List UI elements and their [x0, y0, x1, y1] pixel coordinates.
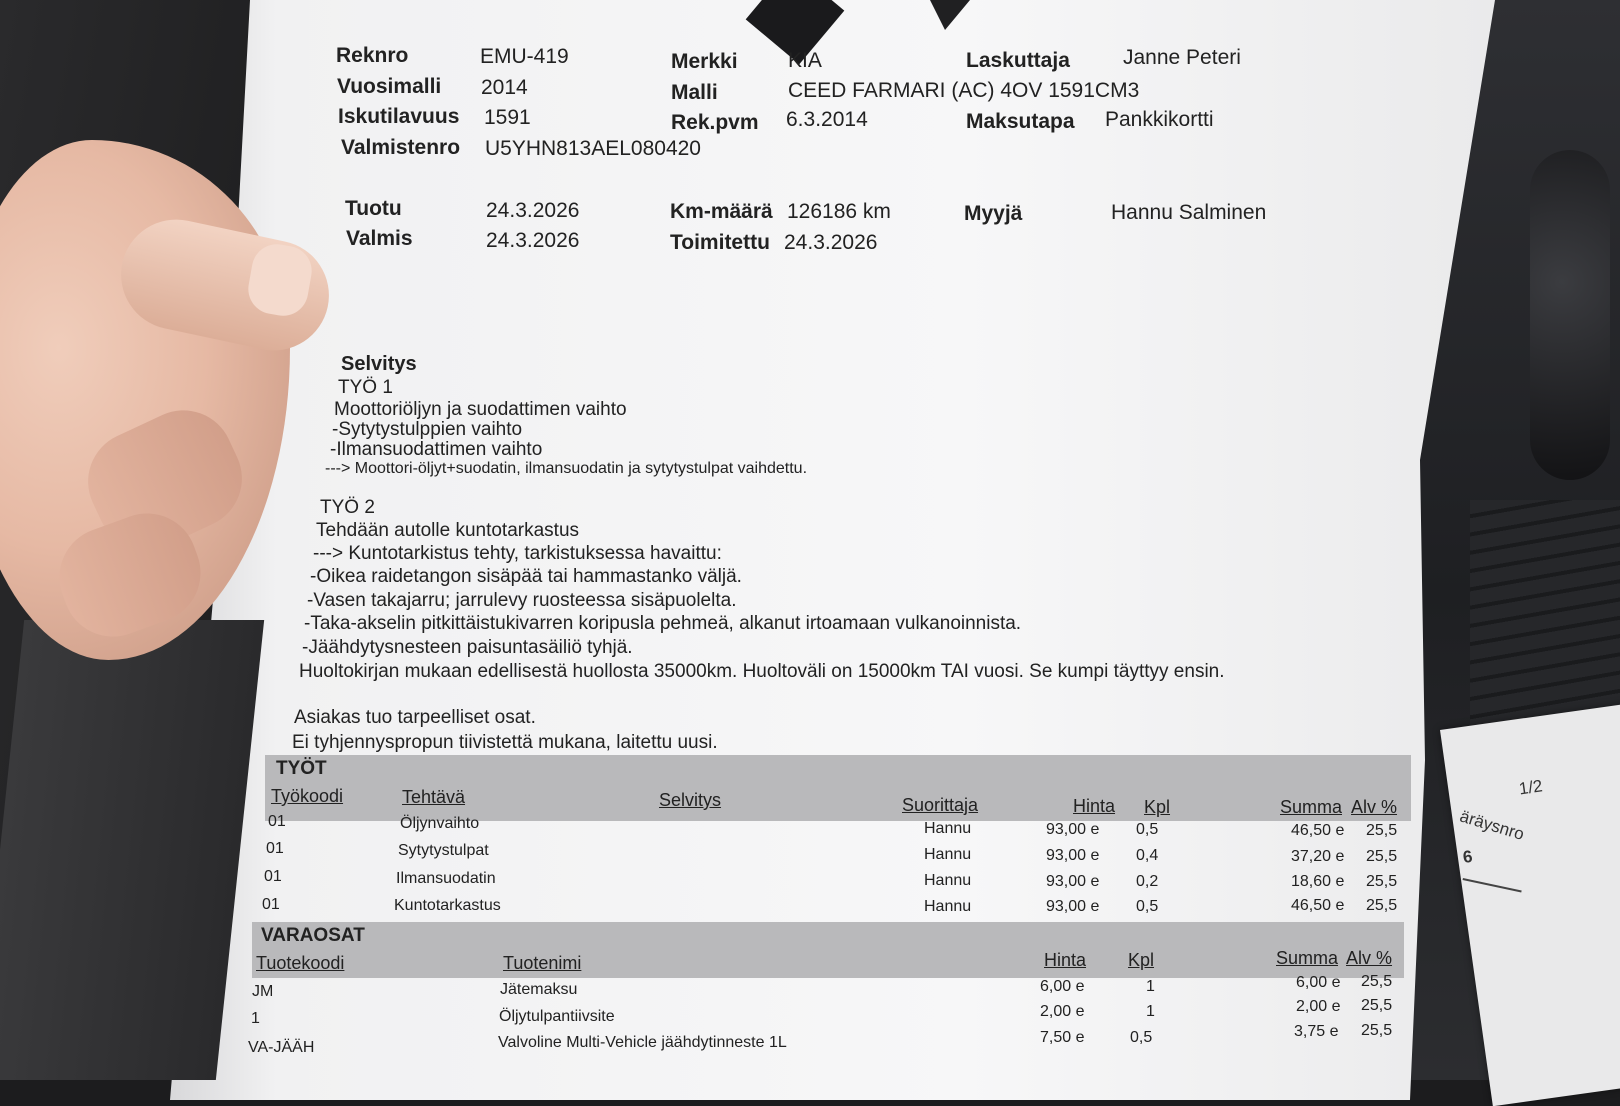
table-cell: Hannu: [924, 898, 972, 915]
col-hinta: Hinta: [1044, 950, 1087, 970]
note-line: TYÖ 1: [338, 377, 393, 398]
km-label: Km-määrä: [670, 200, 773, 223]
vuosimalli-value: 2014: [481, 76, 528, 99]
note-line: ---> Moottori-öljyt+suodatin, ilmansuodatin ja sytytystulpat vaihdettu.: [325, 460, 808, 477]
table-cell: Valvoline Multi-Vehicle jäähdytinneste 1L: [498, 1034, 787, 1051]
iskutilavuus-value: 1591: [484, 106, 531, 129]
rekpvm-label: Rek.pvm: [671, 111, 759, 134]
malli-value: CEED FARMARI (AC) 4OV 1591CM3: [788, 79, 1140, 102]
toimitettu-value: 24.3.2026: [784, 231, 878, 254]
laskuttaja-label: Laskuttaja: [966, 49, 1070, 72]
note-line: Tehdään autolle kuntotarkastus: [316, 520, 580, 541]
note-line: -Sytytystulppien vaihto: [332, 419, 523, 440]
table-cell: VA-JÄÄH: [248, 1039, 315, 1056]
table-cell: 01: [266, 840, 284, 857]
varaosat-title: VARAOSAT: [261, 925, 365, 946]
table-cell: 93,00 e: [1046, 898, 1100, 915]
col-tuotenimi: Tuotenimi: [503, 953, 582, 973]
table-cell: 01: [262, 896, 280, 913]
valmistenro-label: Valmistenro: [341, 136, 461, 159]
col-alv: Alv %: [1351, 797, 1398, 817]
note-line: -Oikea raidetangon sisäpää tai hammastanko väljä.: [310, 566, 742, 587]
valmistenro-value: U5YHN813AEL080420: [485, 137, 701, 160]
selvitys-title: Selvitys: [341, 353, 417, 375]
tuotu-value: 24.3.2026: [486, 199, 580, 222]
table-cell: 37,20 e: [1291, 848, 1345, 865]
laskuttaja-value: Janne Peteri: [1123, 46, 1241, 69]
note-line: -Taka-akselin pitkittäistukivarren koripusla pehmeä, alkanut irtoamaan vulkanoinnista.: [304, 613, 1022, 634]
table-cell: 01: [268, 813, 286, 830]
signature-line: [1463, 878, 1522, 892]
table-cell: 0,4: [1136, 847, 1159, 864]
reknro-value: EMU-419: [480, 45, 569, 68]
table-cell: 3,75 e: [1294, 1023, 1339, 1040]
maksutapa-value: Pankkikortti: [1105, 108, 1214, 131]
table-cell: 7,50 e: [1040, 1029, 1085, 1046]
table-cell: 0,2: [1136, 873, 1159, 890]
reknro-label: Reknro: [336, 44, 409, 67]
col-kpl: Kpl: [1144, 797, 1171, 817]
air-vent: [1470, 500, 1620, 730]
table-cell: 6,00 e: [1040, 978, 1085, 995]
col-summa: Summa: [1276, 948, 1339, 968]
table-cell: 25,5: [1366, 897, 1398, 914]
table-cell: Hannu: [924, 820, 972, 837]
note-line: -Jäähdytysnesteen paisuntasäiliö tyhjä.: [302, 637, 633, 658]
table-cell: Öljytulpantiivsite: [499, 1008, 615, 1025]
note-line: ---> Kuntotarkistus tehty, tarkistuksessa havaittu:: [313, 543, 722, 564]
note-line: -Vasen takajarru; jarrulevy ruosteessa sisäpuolelta.: [307, 590, 737, 611]
table-cell: Jätemaksu: [500, 981, 578, 998]
table-cell: 93,00 e: [1046, 847, 1100, 864]
note-line: Huoltokirjan mukaan edellisestä huollosta 35000km. Huoltoväli on 15000km TAI vuosi. Se kumpi täyttyy ensin.: [299, 661, 1225, 682]
table-cell: 2,00 e: [1040, 1003, 1085, 1020]
table-cell: Öljynvaihto: [400, 815, 480, 832]
table-cell: JM: [252, 983, 274, 1000]
table-cell: 0,5: [1130, 1029, 1153, 1046]
col-tyokoodi: Työkoodi: [271, 786, 344, 806]
iskutilavuus-label: Iskutilavuus: [338, 105, 460, 128]
table-cell: Ilmansuodatin: [396, 870, 496, 887]
table-cell: Hannu: [924, 872, 972, 889]
table-cell: 0,5: [1136, 898, 1159, 915]
table-cell: 46,50 e: [1291, 897, 1345, 914]
col-tehtava: Tehtävä: [402, 787, 466, 807]
col-alv: Alv %: [1346, 948, 1393, 968]
table-cell: 25,5: [1366, 873, 1398, 890]
tuotu-label: Tuotu: [345, 197, 402, 220]
note-line: TYÖ 2: [320, 497, 375, 518]
note-line: Moottoriöljyn ja suodattimen vaihto: [334, 399, 627, 420]
col-selvitys: Selvitys: [659, 790, 722, 810]
table-cell: 25,5: [1366, 822, 1398, 839]
table-cell: 01: [264, 868, 282, 885]
col-suorittaja: Suorittaja: [902, 795, 979, 815]
merkki-label: Merkki: [671, 50, 738, 73]
table-cell: 1: [1146, 1003, 1155, 1020]
rekpvm-value: 6.3.2014: [786, 108, 868, 131]
col-summa: Summa: [1280, 797, 1343, 817]
table-cell: Kuntotarkastus: [394, 897, 501, 914]
col-hinta: Hinta: [1073, 796, 1116, 816]
valmis-label: Valmis: [346, 227, 413, 250]
table-cell: 25,5: [1361, 973, 1393, 990]
table-cell: 1: [1146, 978, 1155, 995]
page-number: 1/2: [1517, 776, 1544, 799]
table-cell: 93,00 e: [1046, 821, 1100, 838]
merkki-value: KIA: [788, 49, 822, 72]
note-line: -Ilmansuodattimen vaihto: [330, 439, 543, 460]
table-cell: 0,5: [1136, 821, 1159, 838]
table-cell: 25,5: [1361, 997, 1393, 1014]
table-cell: Hannu: [924, 846, 972, 863]
table-cell: Sytytystulpat: [398, 842, 489, 859]
maksutapa-label: Maksutapa: [966, 110, 1075, 133]
col-kpl: Kpl: [1128, 950, 1155, 970]
toimitettu-label: Toimitettu: [670, 231, 770, 254]
valmis-value: 24.3.2026: [486, 229, 580, 252]
table-cell: 2,00 e: [1296, 998, 1341, 1015]
table-cell: 46,50 e: [1291, 822, 1345, 839]
malli-label: Malli: [671, 81, 718, 104]
dashboard-control: [1530, 150, 1610, 480]
myyja-label: Myyjä: [964, 202, 1023, 225]
table-cell: 18,60 e: [1291, 873, 1345, 890]
col-tuotekoodi: Tuotekoodi: [256, 953, 345, 973]
varaosat-header-band: [252, 922, 1404, 978]
note-line: Ei tyhjennyspropun tiivistettä mukana, laitettu uusi.: [292, 732, 718, 753]
table-cell: 25,5: [1366, 848, 1398, 865]
km-value: 126186 km: [787, 200, 891, 223]
receipt-number-label: äräysnro: [1457, 806, 1527, 844]
table-cell: 25,5: [1361, 1022, 1393, 1039]
table-cell: 6,00 e: [1296, 974, 1341, 991]
table-cell: 1: [251, 1010, 260, 1027]
myyja-value: Hannu Salminen: [1111, 201, 1267, 224]
note-line: Asiakas tuo tarpeelliset osat.: [294, 707, 536, 728]
receipt-number-fragment: 6: [1461, 846, 1474, 867]
tyot-title: TYÖT: [276, 758, 327, 779]
vuosimalli-label: Vuosimalli: [337, 75, 442, 98]
table-cell: 93,00 e: [1046, 873, 1100, 890]
